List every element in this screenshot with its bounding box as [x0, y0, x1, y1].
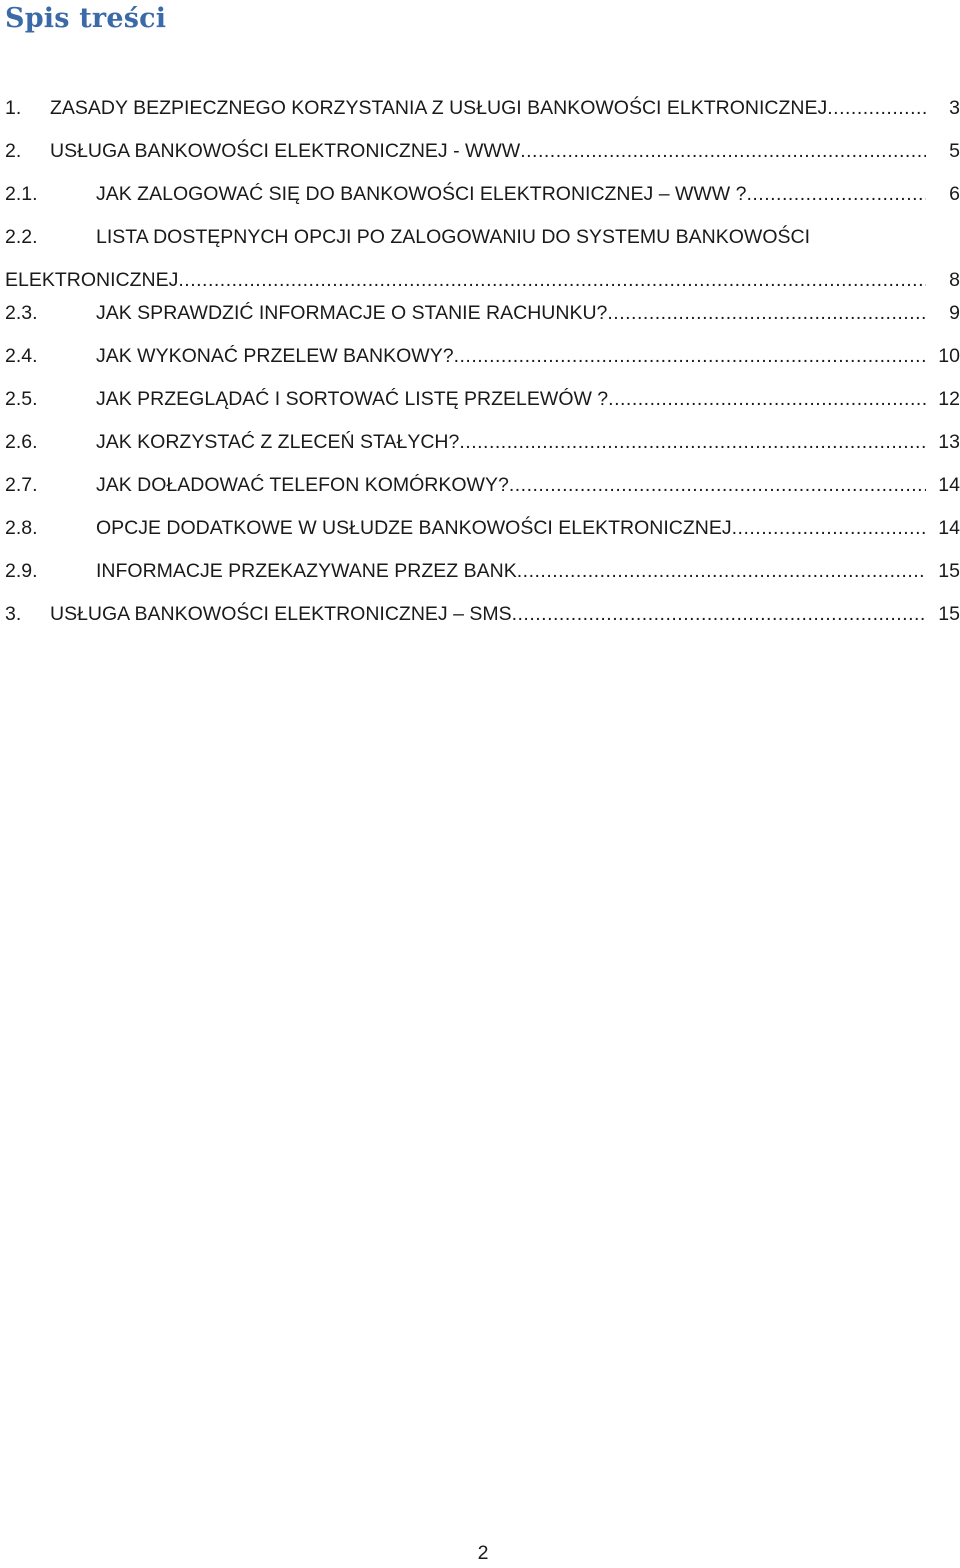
- dot-leader: [512, 599, 926, 629]
- toc-entry-page: 9: [949, 302, 960, 324]
- toc-entry-page: 15: [938, 560, 960, 582]
- dot-leader: [509, 470, 926, 500]
- toc-entry-page: 6: [949, 183, 960, 205]
- toc-entry-title: OPCJE DODATKOWE W USŁUDZE BANKOWOŚCI ELEKTRONICZNEJ: [96, 517, 732, 539]
- toc-entry-page: 3: [949, 97, 960, 119]
- toc-entry-number: 1.: [5, 97, 22, 119]
- toc-entry-number: 2.9.: [5, 560, 38, 582]
- toc-entry[interactable]: [0, 556, 960, 586]
- toc-entry-title: JAK PRZEGLĄDAĆ I SORTOWAĆ LISTĘ PRZELEWÓW ?: [96, 388, 609, 410]
- toc-entry-number: 2.1.: [5, 183, 38, 205]
- toc-entry[interactable]: [0, 599, 960, 629]
- toc-entry-title: USŁUGA BANKOWOŚCI ELEKTRONICZNEJ - WWW: [50, 140, 521, 162]
- toc-entry-title-line1: LISTA DOSTĘPNYCH OPCJI PO ZALOGOWANIU DO SYSTEMU BANKOWOŚCI: [96, 226, 811, 248]
- toc-entry[interactable]: [0, 136, 960, 166]
- toc-entry-page: 14: [938, 517, 960, 539]
- toc-entry-number: 3.: [5, 603, 22, 625]
- toc-entry[interactable]: [0, 513, 960, 543]
- dot-leader: [608, 384, 926, 414]
- dot-leader: [520, 136, 926, 166]
- toc-entry-number: 2.2.: [5, 226, 38, 248]
- toc-entry[interactable]: [0, 470, 960, 500]
- toc-entry-number: 2.5.: [5, 388, 38, 410]
- toc-entry-number: 2.3.: [5, 302, 38, 324]
- toc-entry[interactable]: [0, 427, 960, 457]
- toc-entry-title: JAK ZALOGOWAĆ SIĘ DO BANKOWOŚCI ELEKTRONICZNEJ – WWW ?: [96, 183, 747, 205]
- toc-entry-number: 2.7.: [5, 474, 38, 496]
- dot-leader: [178, 265, 926, 295]
- toc-entry-number: 2.6.: [5, 431, 38, 453]
- toc-entry-number: 2.4.: [5, 345, 38, 367]
- toc-entry[interactable]: [0, 179, 960, 209]
- dot-leader: [746, 179, 926, 209]
- toc-entry-page: 12: [938, 388, 960, 410]
- toc-entry-title: JAK DOŁADOWAĆ TELEFON KOMÓRKOWY?: [96, 474, 509, 496]
- toc-entry-title: USŁUGA BANKOWOŚCI ELEKTRONICZNEJ – SMS: [50, 603, 512, 625]
- dot-leader: [607, 298, 926, 328]
- page-number: 2: [477, 1542, 489, 1564]
- toc-entry-page: 15: [938, 603, 960, 625]
- toc-entry[interactable]: [0, 298, 960, 328]
- toc-entry-title: ZASADY BEZPIECZNEGO KORZYSTANIA Z USŁUGI BANKOWOŚCI ELKTRONICZNEJ: [50, 97, 828, 119]
- toc-entry-number: 2.: [5, 140, 22, 162]
- toc-heading: Spis treści: [5, 3, 167, 34]
- toc-entry-title: ELEKTRONICZNEJ: [5, 269, 179, 291]
- toc-entry[interactable]: [0, 222, 960, 295]
- dot-leader: [459, 427, 926, 457]
- toc-entry-title: JAK WYKONAĆ PRZELEW BANKOWY?: [96, 345, 454, 367]
- toc-entry[interactable]: [0, 93, 960, 123]
- toc-entry-page: 10: [938, 345, 960, 367]
- dot-leader: [454, 341, 926, 371]
- toc-entry-page: 13: [938, 431, 960, 453]
- toc-entry-page: 14: [938, 474, 960, 496]
- dot-leader: [517, 556, 926, 586]
- dot-leader: [732, 513, 926, 543]
- toc-entry-title: JAK KORZYSTAĆ Z ZLECEŃ STAŁYCH?: [96, 431, 460, 453]
- toc-entry-page: 8: [949, 269, 960, 291]
- toc-entry-number: 2.8.: [5, 517, 38, 539]
- toc-entry[interactable]: [0, 341, 960, 371]
- toc-entry-title: JAK SPRAWDZIĆ INFORMACJE O STANIE RACHUNKU?: [96, 302, 608, 324]
- toc-entry[interactable]: [0, 384, 960, 414]
- dot-leader: [827, 93, 926, 123]
- toc-entry-title: INFORMACJE PRZEKAZYWANE PRZEZ BANK: [96, 560, 517, 582]
- toc-entry-page: 5: [949, 140, 960, 162]
